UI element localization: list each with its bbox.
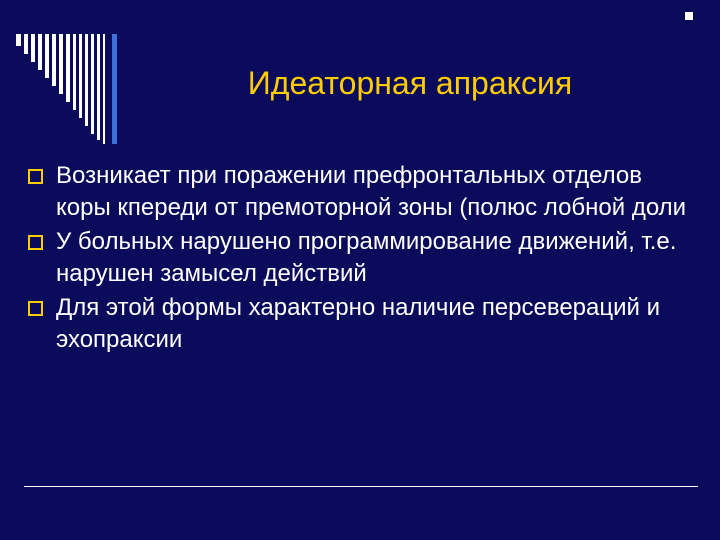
bullet-list xyxy=(24,160,694,358)
decor-bar xyxy=(16,34,21,46)
slide-title: Идеаторная апраксия xyxy=(247,65,573,101)
decor-bar xyxy=(31,34,35,62)
checkbox-outline-icon xyxy=(28,301,43,316)
bullet-item xyxy=(24,226,694,290)
decorative-corner-square xyxy=(685,12,693,20)
decor-bar xyxy=(59,34,63,94)
checkbox-outline-icon xyxy=(28,169,43,184)
decor-bar xyxy=(45,34,49,78)
decor-bar xyxy=(66,34,70,102)
bullet-text: У больных нарушено программирование движений, т.е. нарушен замысел действий xyxy=(56,228,677,287)
decor-bar xyxy=(79,34,82,118)
decor-bar xyxy=(38,34,42,70)
checkbox-outline-icon xyxy=(28,235,43,250)
decor-bar xyxy=(103,34,105,144)
bullet-text: Для этой формы характерно наличие персевераций и эхопраксии xyxy=(56,294,661,353)
footer-divider-line xyxy=(24,486,698,487)
decor-bar xyxy=(91,34,94,134)
bullet-item xyxy=(24,292,694,356)
decor-bar xyxy=(73,34,76,110)
decor-accent-bar xyxy=(112,34,117,144)
decorative-vertical-bars xyxy=(0,0,130,160)
decor-bar xyxy=(97,34,100,140)
bullet-item xyxy=(24,160,694,224)
decor-bar xyxy=(24,34,28,54)
decor-bar xyxy=(85,34,88,126)
bullet-text: Возникает при поражении префронтальных отделов коры кпереди от премоторной зоны (полюс лобной доли xyxy=(56,162,687,221)
decor-bar xyxy=(52,34,56,86)
